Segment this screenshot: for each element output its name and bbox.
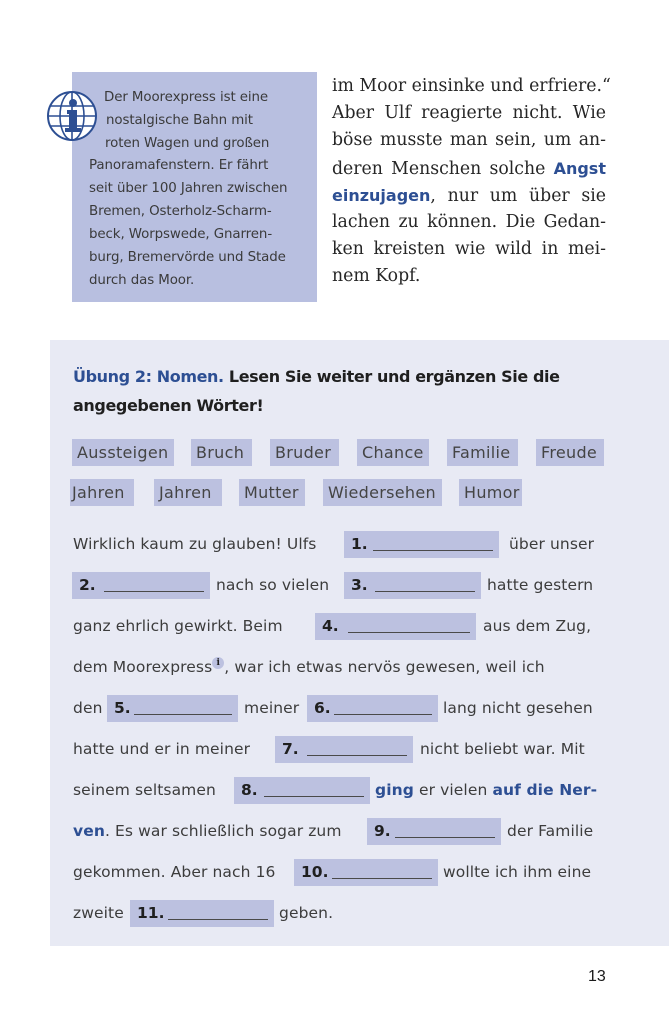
exercise-instruction-line2: angegebenen Wörter! (73, 396, 264, 415)
exercise-text: aus dem Zug, (483, 617, 592, 635)
exercise-text: hatte gestern (487, 576, 594, 594)
blank-8[interactable] (234, 777, 370, 804)
exercise-text: wollte ich ihm eine (443, 863, 592, 881)
blank-line (348, 632, 470, 633)
word-bank-item: Familie (447, 439, 518, 466)
blank-line (334, 714, 432, 715)
text-fragment: dem Moorexpress (73, 658, 213, 676)
blank-number: 8. (241, 781, 258, 799)
exercise-text: meiner (244, 699, 300, 717)
info-reference-icon: i (212, 657, 224, 669)
blank-3[interactable] (344, 572, 481, 599)
blank-number: 11. (137, 904, 165, 922)
word-bank-item: Humor (459, 479, 522, 506)
info-line: Panoramafenstern. Er fährt (89, 158, 269, 173)
exercise-text (73, 818, 342, 845)
info-box (72, 72, 317, 302)
blank-line (307, 755, 407, 756)
blank-1[interactable] (344, 531, 499, 558)
word-bank-item: Bruch (191, 439, 252, 466)
blank-10[interactable] (294, 859, 438, 886)
exercise-text: den (73, 699, 103, 717)
story-line: Aber Ulf reagierte nicht. Wie (332, 103, 606, 124)
info-line: Der Moorexpress ist eine (104, 90, 269, 105)
info-line: durch das Moor. (89, 273, 195, 288)
exercise-text: geben. (279, 904, 334, 922)
word-bank-item: Jahren (70, 479, 134, 506)
exercise-text: lang nicht gesehen (443, 699, 593, 717)
blank-number: 3. (351, 576, 368, 594)
exercise-title (73, 362, 613, 420)
story-text (332, 73, 611, 291)
highlight-auf-die-nerven: auf die Ner- (492, 781, 598, 799)
story-line (332, 182, 606, 209)
blank-6[interactable] (307, 695, 438, 722)
story-line: lachen zu können. Die Gedan- (332, 211, 606, 232)
word-bank-item: Freude (536, 439, 604, 466)
exercise-text: nach so vielen (216, 576, 330, 594)
story-fragment: deren Menschen solche (332, 158, 546, 179)
blank-11[interactable] (130, 900, 274, 927)
info-line: Bremen, Osterholz-Scharm- (89, 204, 272, 219)
blank-number: 2. (79, 576, 96, 594)
blank-9[interactable] (367, 818, 501, 845)
exercise-text: der Familie (507, 822, 594, 840)
blank-line (134, 714, 232, 715)
story-fragment: , nur um über sie (430, 185, 606, 206)
exercise-text (73, 654, 545, 681)
page-number: 13 (588, 968, 606, 985)
blank-number: 5. (114, 699, 131, 717)
exercise-text: über unser (509, 535, 595, 553)
exercise-text: zweite (73, 904, 124, 922)
blank-number: 1. (351, 535, 368, 553)
info-line: burg, Bremervörde und Stade (89, 250, 286, 265)
info-line: seit über 100 Jahren zwischen (89, 181, 288, 196)
text-fragment: er vielen (413, 781, 493, 799)
exercise-text: Wirklich kaum zu glauben! Ulfs (73, 535, 317, 553)
blank-number: 7. (282, 740, 299, 758)
text-fragment: , war ich etwas nervös gewesen, weil ich (224, 658, 545, 676)
exercise-panel (50, 340, 669, 946)
exercise-text: seinem seltsamen (73, 781, 216, 799)
highlight-ging: ging (375, 781, 414, 799)
blank-line (168, 919, 268, 920)
blank-number: 10. (301, 863, 329, 881)
blank-line (264, 796, 364, 797)
info-line: beck, Worpswede, Gnarren- (89, 227, 273, 242)
blank-line (375, 591, 475, 592)
blank-number: 4. (322, 617, 339, 635)
story-line (332, 155, 606, 182)
info-line: roten Wagen und großen (105, 136, 270, 151)
story-line: ken kreisten wie wild in mei- (332, 239, 606, 260)
word-bank-item: Chance (357, 439, 429, 466)
blank-line (373, 550, 493, 551)
exercise-text (375, 777, 597, 804)
exercise-text: ganz ehrlich gewirkt. Beim (73, 617, 283, 635)
blank-number: 9. (374, 822, 391, 840)
story-line: im Moor einsinke und erfriere.“ (332, 76, 611, 96)
blank-2[interactable] (72, 572, 210, 599)
exercise-text: gekommen. Aber nach 16 (73, 863, 276, 881)
info-globe-icon (46, 90, 98, 142)
story-line: böse musste man sein, um an- (332, 130, 606, 151)
info-line: nostalgische Bahn mit (106, 113, 253, 128)
blank-5[interactable] (107, 695, 238, 722)
exercise-text: hatte und er in meiner (73, 740, 251, 758)
exercise-text: nicht beliebt war. Mit (420, 740, 585, 758)
story-line: nem Kopf. (332, 266, 421, 287)
exercise-label: Übung 2: Nomen. (73, 367, 224, 386)
blank-line (332, 878, 432, 879)
highlight-ven: ven (73, 822, 105, 840)
blank-4[interactable] (315, 613, 476, 640)
word-bank-item: Wiedersehen (323, 479, 442, 506)
word-bank-item: Jahren (154, 479, 222, 506)
word-bank-item: Mutter (239, 479, 305, 506)
word-bank-item: Bruder (270, 439, 339, 466)
text-fragment: . Es war schließlich sogar zum (104, 822, 342, 840)
blank-line (395, 837, 495, 838)
blank-line (104, 591, 204, 592)
highlight-einzujagen: einzujagen (332, 185, 431, 205)
word-bank-item: Aussteigen (72, 439, 174, 466)
highlight-angst: Angst (553, 158, 606, 178)
blank-7[interactable] (275, 736, 413, 763)
blank-number: 6. (314, 699, 331, 717)
exercise-instruction: Lesen Sie weiter und ergänzen Sie die (223, 367, 560, 386)
